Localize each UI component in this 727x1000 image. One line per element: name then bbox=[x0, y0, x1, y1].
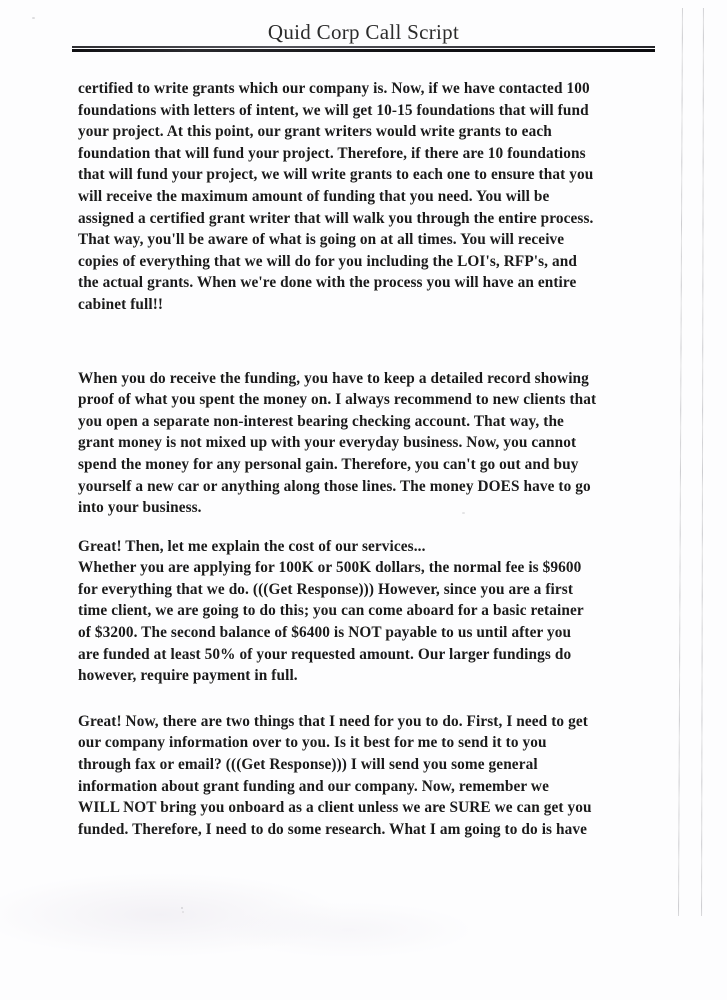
paragraph-line: Great! Then, let me explain the cost of our services... bbox=[78, 537, 426, 555]
document-body bbox=[78, 78, 663, 840]
paragraph bbox=[78, 536, 663, 687]
paragraph-line: of $3200. The second balance of $6400 is NOT payable to us until after you bbox=[78, 624, 572, 642]
paragraph-line: into your business. bbox=[78, 499, 202, 517]
scan-speck-artifact bbox=[32, 17, 35, 19]
paragraph-line: your project. At this point, our grant writers would write grants to each bbox=[78, 123, 552, 141]
paragraph-line: will receive the maximum amount of funding that you need. You will be bbox=[78, 187, 550, 205]
paragraph-line: yourself a new car or anything along those lines. The money DOES have to go bbox=[78, 477, 591, 495]
paragraph-line: however, require payment in full. bbox=[78, 667, 298, 685]
paragraph bbox=[78, 78, 663, 316]
scan-line-artifact bbox=[678, 8, 683, 916]
paragraph-line: WILL NOT bring you onboard as a client unless we are SURE we can get you bbox=[78, 799, 592, 817]
paragraph-line: information about grant funding and our company. Now, remember we bbox=[78, 777, 549, 795]
paragraph-line: time client, we are going to do this; you can come aboard for a basic retainer bbox=[78, 602, 584, 620]
title-divider-rule bbox=[72, 46, 655, 52]
paragraph bbox=[78, 368, 663, 519]
paragraph-line: proof of what you spent the money on. I always recommend to new clients that bbox=[78, 391, 597, 409]
paragraph-line: the actual grants. When we're done with the process you will have an entire bbox=[78, 274, 577, 292]
scan-speck-artifact bbox=[462, 512, 465, 514]
paragraph-line: When you do receive the funding, you have to keep a detailed record showing bbox=[78, 369, 589, 387]
paragraph-line: grant money is not mixed up with your everyday business. Now, you cannot bbox=[78, 434, 577, 452]
paragraph-line: assigned a certified grant writer that will walk you through the entire process. bbox=[78, 209, 594, 227]
paragraph-line: for everything that we do. (((Get Response))) However, since you are a first bbox=[78, 580, 574, 598]
paragraph-line: That way, you'll be aware of what is going on at all times. You will receive bbox=[78, 231, 565, 249]
paragraph bbox=[78, 711, 663, 841]
paragraph-line: our company information over to you. Is it best for me to send it to you bbox=[78, 734, 547, 752]
paragraph-line: you open a separate non-interest bearing checking account. That way, the bbox=[78, 412, 564, 430]
paragraph-line: cabinet full!! bbox=[78, 295, 164, 313]
paragraph-line: copies of everything that we will do for you including the LOI's, RFP's, and bbox=[78, 252, 577, 270]
paragraph-line: certified to write grants which our company is. Now, if we have contacted 100 bbox=[78, 80, 590, 97]
scan-speck-artifact bbox=[181, 907, 183, 909]
paragraph-line: are funded at least 50% of your requested amount. Our larger fundings do bbox=[78, 645, 572, 663]
paragraph-line: that will fund your project, we will write grants to each one to ensure that you bbox=[78, 166, 594, 184]
divider-thick-line bbox=[72, 49, 655, 52]
paragraph-line: foundations with letters of intent, we will get 10-15 foundations that will fund bbox=[78, 101, 589, 119]
document-title: Quid Corp Call Script bbox=[267, 20, 460, 44]
scan-line-artifact bbox=[701, 8, 704, 916]
paragraph-line: spend the money for any personal gain. Therefore, you can't go out and buy bbox=[78, 455, 579, 473]
paragraph-line: Great! Now, there are two things that I need for you to do. First, I need to get bbox=[78, 712, 588, 730]
paragraph-line: through fax or email? (((Get Response))) I will send you some general bbox=[78, 756, 538, 774]
paragraph-line: Whether you are applying for 100K or 500K dollars, the normal fee is $9600 bbox=[78, 559, 582, 577]
scan-speck-artifact bbox=[182, 911, 184, 913]
paragraph-line: foundation that will fund your project. Therefore, if there are 10 foundations bbox=[78, 144, 586, 162]
paragraph-line: funded. Therefore, I need to do some research. What I am going to do is have bbox=[78, 820, 588, 838]
